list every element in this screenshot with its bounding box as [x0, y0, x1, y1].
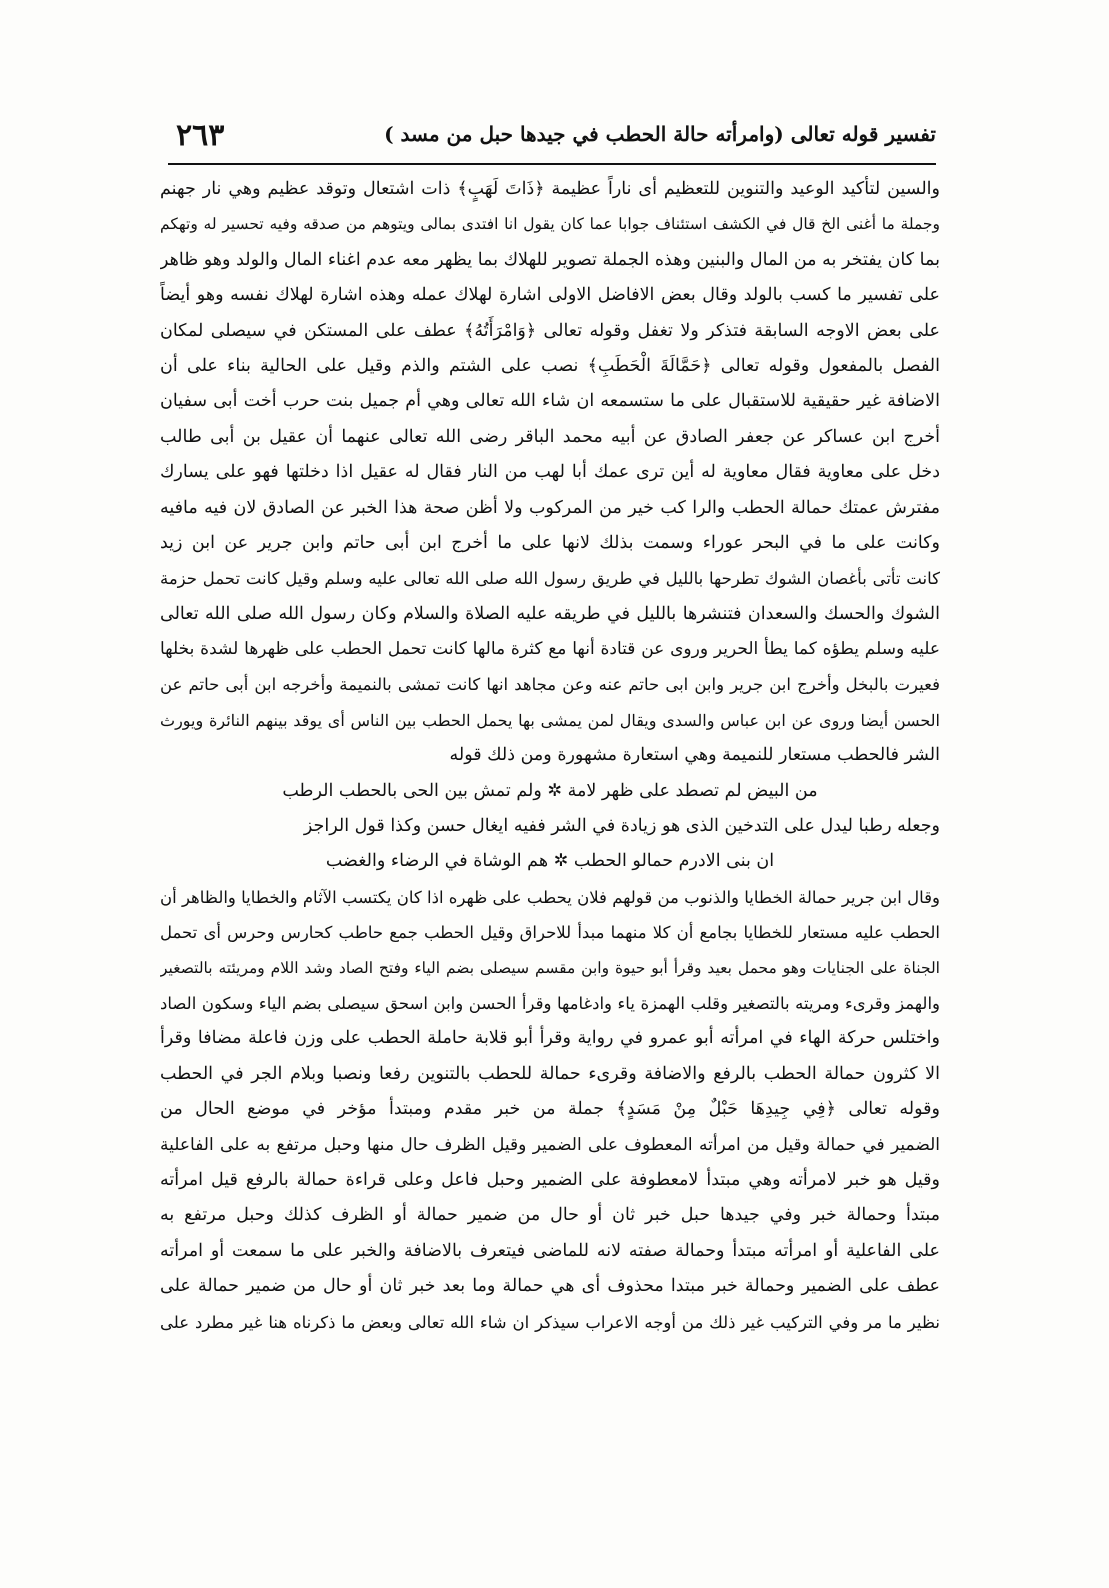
text-line: كانت تأتى بأغصان الشوك تطرحها بالليل في طريق رسول الله صلى الله تعالى عليه وسلم وقيل كانت تحمل حزمة — [160, 569, 940, 589]
text-line: الضمير في حمالة وقيل من امرأته المعطوف على الضمير وقيل الظرف حال منها وحبل مرتفع به على الفاعلية — [160, 1134, 940, 1155]
page-header — [168, 118, 936, 158]
text-line: مفترش عمتك حمالة الحطب والرا كب خير من المركوب ولا أظن صحة هذا الخبر عن الصادق لان فيه مافيه — [160, 497, 940, 518]
text-line: مبتدأ وحمالة خبر وفي جيدها حبل خبر ثان أو حال من ضمير حمالة أو الظرف كذلك وحبل مرتفع به — [160, 1205, 940, 1226]
text-line: وقيل هو خبر لامرأته وهي مبتدأ لامعطوفة على الضمير وحبل فاعل وعلى قراءة حمالة بالرفع قيل امرأته — [160, 1169, 940, 1190]
text-line: عليه وسلم يطؤه كما يطأ الحرير وروى عن قتادة أنها مع كثرة مالها كانت تحمل الحطب على ظهرها لشدة بخلها — [160, 639, 940, 660]
text-line: وقال ابن جرير حمالة الخطايا والذنوب من قولهم فلان يحطب على ظهره اذا كان يكتسب الآثام والخطايا والظاهر أن — [160, 887, 940, 907]
text-line: الفصل بالمفعول وقوله تعالى ﴿حَمَّالَةَ الْحَطَبِ﴾ نصب على الشتم والذم وقيل على الحالية بناء على أن — [160, 355, 940, 376]
poetry-verse: من البيض لم تصطد على ظهر لامة ✲ ولم تمش بين الحى بالحطب الرطب — [282, 780, 818, 801]
text-line: فعيرت بالبخل وأخرج ابن جرير وابن ابى حاتم عنه وعن مجاهد انها كانت تمشى بالنميمة وأخرجه ابن أبى حاتم عن — [160, 675, 940, 695]
running-title: تفسير قوله تعالى (وامرأته حالة الحطب في جيدها حبل من مسد ) — [384, 122, 936, 146]
text-line: الحسن أيضا وروى عن ابن عباس والسدى ويقال لمن يمشى بها يحمل الحطب بين الناس أى يوقد بينهم النائرة ويورث — [160, 710, 940, 730]
text-line: وكانت على ما في البحر عوراء وسمت بذلك لانها على ما أخرج ابن أبى حاتم وابن جرير عن ابن زيد — [160, 532, 940, 553]
text-line: الجناة على الجنايات وهو محمل بعيد وقرأ أبو حيوة وابن مقسم سيصلى بضم الياء وفتح الصاد وشد اللام ومريئته بالتصغير — [160, 958, 940, 977]
text-line: واختلس حركة الهاء في امرأته أبو عمرو في رواية وقرأ أبو قلابة حاملة الحطب على وزن فاعلة مضافا وقرأ — [160, 1028, 940, 1049]
text-line: الاضافة غير حقيقية للاستقبال على ما ستسمعه ان شاء الله تعالى وهي أم جميل بنت حرب أخت أبى سفيان — [160, 391, 940, 412]
text-line: وجعله رطبا ليدل على التدخين الذى هو زيادة في الشر ففيه ايغال حسن وكذا قول الراجز — [303, 816, 940, 837]
header-rule — [168, 163, 936, 165]
poetry-verse: ان بنى الادرم حمالو الحطب ✲ هم الوشاة في الرضاء والغضب — [325, 851, 775, 872]
text-line: وجملة ما أغنى الخ قال في الكشف استئناف جوابا عما كان يقول انا افتدى بمالى ويتوهم من صدقه وفيه تحسير له وتهكم — [160, 215, 940, 234]
text-line: بما كان يفتخر به من المال والبنين وهذه الجملة تصوير للهلاك بما يظهر معه عدم اغناء المال والولد وهو ظاهر — [160, 249, 940, 270]
text-line: والسين لتأكيد الوعيد والتنوين للتعظيم أى ناراً عظيمة ﴿ذَاتَ لَهَبٍ﴾ ذات اشتعال وتوقد عظيم وهي نار جهنم — [160, 179, 940, 199]
text-line: الشوك والحسك والسعدان فتنشرها بالليل في طريقه عليه الصلاة والسلام وكان رسول الله صلى الله تعالى — [160, 603, 940, 624]
text-line: وقوله تعالى ﴿فِي جِيدِهَا حَبْلٌ مِنْ مَسَدٍ﴾ جملة من خبر مقدم ومبتدأ مؤخر في موضع الحال من — [160, 1099, 940, 1120]
text-line: والهمز وقرىء ومريته بالتصغير وقلب الهمزة ياء وادغامها وقرأ الحسن وابن اسحق سيصلى بضم الياء وسكون الصاد — [160, 993, 940, 1013]
text-line: نظير ما مر وفي التركيب غير ذلك من أوجه الاعراب سيذكر ان شاء الله تعالى وبعض ما ذكرناه هنا غير مطرد على — [160, 1312, 940, 1332]
text-line: الشر فالحطب مستعار للنميمة وهي استعارة مشهورة ومن ذلك قوله — [449, 745, 940, 766]
text-line: دخل على معاوية فقال معاوية له أين ترى عمك أبا لهب من النار فقال له عقيل اذا دخلتها فهو على يسارك — [160, 462, 940, 483]
text-line: على بعض الاوجه السابقة فتذكر ولا تغفل وقوله تعالى ﴿وَامْرَأَتُهُ﴾ عطف على المستكن في سيصلى لمكان — [160, 320, 940, 341]
body-text — [160, 172, 940, 1340]
text-line: عطف على الضمير وحمالة خبر مبتدا محذوف أى هي حمالة وما بعد خبر ثان أو حال من ضمير حمالة على — [160, 1276, 940, 1297]
text-line: على الفاعلية أو امرأته مبتدأ وحمالة صفته لانه للماضى فيتعرف بالاضافة والخبر على ما سمعت أو امرأته — [160, 1240, 940, 1261]
text-line: أخرج ابن عساكر عن جعفر الصادق عن أبيه محمد الباقر رضى الله تعالى عنهما أن عقيل بن أبى طالب — [160, 426, 940, 447]
text-line: الحطب عليه مستعار للخطايا بجامع أن كلا منهما مبدأ للاحراق وقيل الحطب جمع حاطب كحارس وحرس أى تحمل — [160, 923, 940, 943]
page-number: ٢٦٣ — [176, 118, 225, 153]
text-line: على تفسير ما كسب بالولد وقال بعض الافاضل الاولى اشارة لهلاك عمله وهذه اشارة لهلاك نفسه وهو أيضاً — [160, 285, 940, 306]
text-line: الا كثرون حمالة الحطب بالرفع والاضافة وقرىء حمالة للحطب بالتنوين رفعا ونصبا وبلام الجر في الحطب — [160, 1063, 940, 1084]
